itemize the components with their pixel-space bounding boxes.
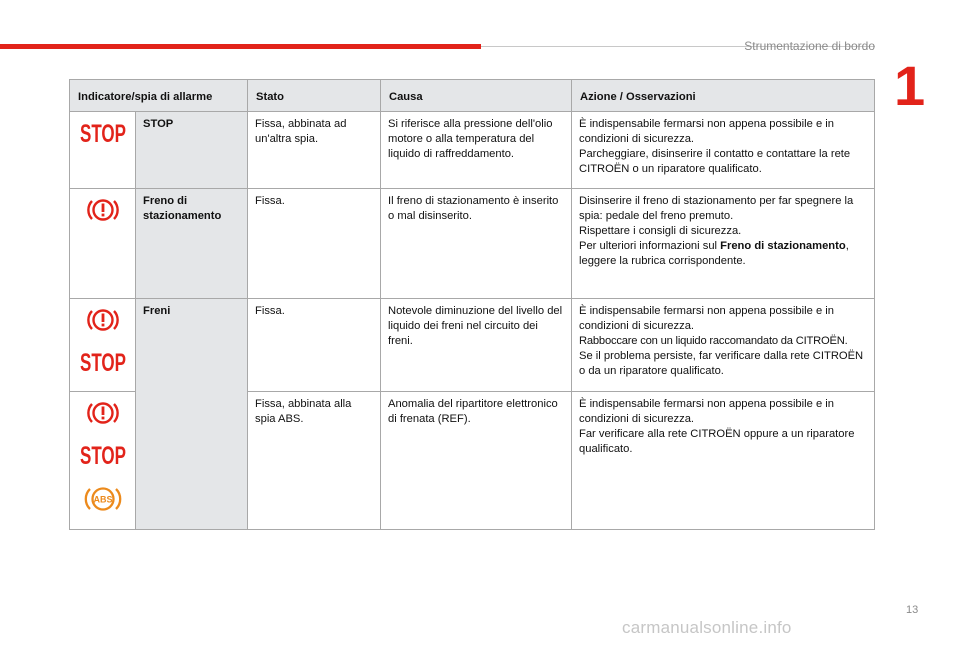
action-reference xyxy=(579,239,867,269)
watermark: carmanualsonline.info xyxy=(622,618,792,637)
brake-warning-icon xyxy=(86,399,120,427)
stop-icon xyxy=(79,441,127,469)
cause-cell: Anomalia del ripartitore elettronico di frenata (REF). xyxy=(381,392,572,530)
icon-cell xyxy=(70,112,136,189)
icon-cell xyxy=(70,392,136,530)
action-line: È indispensabile fermarsi non appena possibile e in condizioni di sicurezza. xyxy=(579,118,834,145)
abs-icon xyxy=(83,483,123,515)
action-reference-prefix: Per ulteriori informazioni sul xyxy=(579,240,718,252)
action-reference-suffix: , leggere la rubrica corrispondente. xyxy=(579,240,849,267)
indicator-name: Freno di stazionamento xyxy=(136,189,248,299)
parking-brake-icon xyxy=(86,196,120,224)
section-title: Strumentazione di bordo xyxy=(744,39,875,53)
stop-icon-text: STOP xyxy=(79,120,126,148)
action-line: È indispensabile fermarsi non appena possibile e in condizioni di sicurezza. xyxy=(579,398,834,425)
action-line: È indispensabile fermarsi non appena possibile e in condizioni di sicurezza. xyxy=(579,305,834,332)
icon-cell xyxy=(70,299,136,392)
stop-icon xyxy=(79,119,127,147)
action-reference-link: Freno di stazionamento xyxy=(720,240,846,252)
table-row xyxy=(70,299,875,392)
cause-cell: Il freno di stazionamento è inserito o mal disinserito. xyxy=(381,189,572,299)
action-line: Disinserire il freno di stazionamento per far spegnere la spia: pedale del freno premuto. xyxy=(579,195,854,222)
page-number: 13 xyxy=(906,604,919,616)
header-accent-bar xyxy=(0,44,481,49)
column-header-cause: Causa xyxy=(381,80,572,112)
indicator-name: STOP xyxy=(136,112,248,189)
action-line: Parcheggiare, disinserire il contatto e contattare la rete CITROËN o un riparatore qualificato. xyxy=(579,148,851,175)
state-cell: Fissa. xyxy=(248,299,381,392)
cause-cell: Notevole diminuzione del livello del liquido dei freni nel circuito dei freni. xyxy=(381,299,572,392)
action-cell xyxy=(572,189,875,299)
stop-icon xyxy=(79,348,127,376)
action-line: Se il problema persiste, far verificare dalla rete CITROËN o da un riparatore qualificato. xyxy=(579,350,864,377)
brake-warning-icon xyxy=(86,306,120,334)
stop-icon-text: STOP xyxy=(79,349,126,377)
chapter-number: 1 xyxy=(894,54,926,117)
action-line: Rabboccare con un liquido raccomandato da CITROËN. xyxy=(579,335,848,347)
indicator-name: Freni xyxy=(136,299,248,530)
action-cell xyxy=(572,112,875,189)
state-cell: Fissa. xyxy=(248,189,381,299)
column-header-state: Stato xyxy=(248,80,381,112)
state-cell: Fissa, abbinata ad un'altra spia. xyxy=(248,112,381,189)
table-row xyxy=(70,189,875,299)
table-row xyxy=(70,112,875,189)
cause-cell: Si riferisce alla pressione dell'olio motore o alla temperatura del liquido di raffreddamento. xyxy=(381,112,572,189)
column-header-indicator: Indicatore/spia di allarme xyxy=(70,80,248,112)
icon-cell xyxy=(70,189,136,299)
state-cell: Fissa, abbinata alla spia ABS. xyxy=(248,392,381,530)
warning-lights-table xyxy=(69,79,875,530)
action-cell xyxy=(572,392,875,530)
stop-icon-text: STOP xyxy=(79,442,126,470)
abs-icon-text: ABS xyxy=(92,494,113,505)
action-line: Far verificare alla rete CITROËN oppure a un riparatore qualificato. xyxy=(579,428,855,455)
table-header-row xyxy=(70,80,875,112)
action-line: Rispettare i consigli di sicurezza. xyxy=(579,225,742,237)
action-cell xyxy=(572,299,875,392)
column-header-action: Azione / Osservazioni xyxy=(572,80,875,112)
